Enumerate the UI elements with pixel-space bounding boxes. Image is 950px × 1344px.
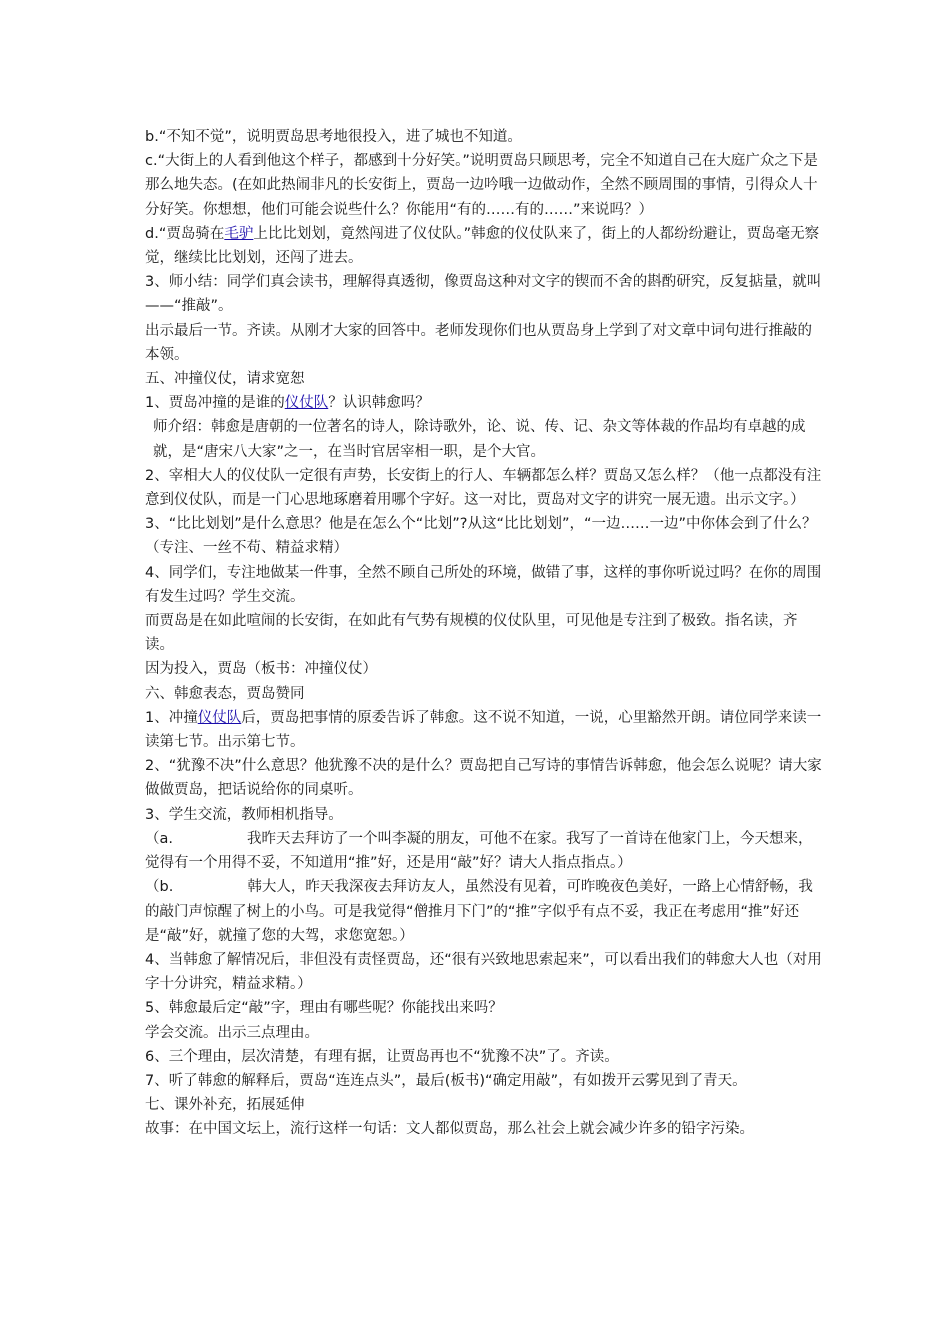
paragraph-5-3: 3、“比比划划”是什么意思？他是在怎么个“比划”?从这“比比划划”，“一边……一边”中你体会到了什么？（专注、一丝不苟、精益求精） (145, 516, 817, 557)
paragraph-6-4: 4、当韩愈了解情况后，非但没有责怪贾岛，还“很有兴致地思索起来”，可以看出我们的韩愈大人也（对用字十分讲究，精益求精。） (145, 951, 822, 993)
link-honor-guard-2[interactable]: 仪仗队 (197, 709, 242, 726)
paragraph-c: c.“大街上的人看到他这个样子，都感到十分好笑。”说明贾岛只顾思考，完全不知道自己在大庭广众之下是那么地失态。(在如此热闹非凡的长安街上，贾岛一边吟哦一边做动作，全然不顾周围的事情，引得众人十分好笑。你想想，他们可能会说些什么？你能用“有的……有的……”来说吗？） (145, 153, 818, 218)
paragraph-teacher-intro: 师介绍：韩愈是唐朝的一位著名的诗人，除诗歌外，论、说、传、记、杂文等体裁的作品均有卓越的成就，是“唐宋八大家”之一，在当时官居宰相一职，是个大官。 (153, 419, 806, 460)
paragraph-last-section: 出示最后一节。齐读。从刚才大家的回答中。老师发现你们也从贾岛身上学到了对文章中词句进行推敲的本领。 (145, 322, 812, 363)
paragraph-5-4: 4、同学们，专注地做某一件事，全然不顾自己所处的环境，做错了事，这样的事你听说过吗？在你的周围有发生过吗？学生交流。 (145, 564, 822, 605)
text-segment: 韩大人，昨天我深夜去拜访友人，虽然没有见着，可昨晚夜色美好，一路上心情舒畅，我的敲门声惊醒了树上的小鸟。可是我觉得“僧推月下门”的“推”字似乎有点不妥，我正在考虑用“推”好还是“敲”好，就撞了您的大驾，求您宽恕。） (145, 879, 813, 944)
text-segment: 我昨天去拜访了一个叫李凝的朋友，可他不在家。我写了一首诗在他家门上，今天想来，觉得有一个用得不妥，不知道用“推”好，还是用“敲”好？请大人指点指点。） (145, 830, 813, 872)
section-heading-6: 六、韩愈表态，贾岛赞同 (145, 685, 305, 702)
paragraph-story: 故事：在中国文坛上，流行这样一句话：文人都似贾岛，那么社会上就会减少许多的铅字污染。 (145, 1121, 754, 1138)
text-segment: 1、冲撞 (145, 709, 198, 726)
paragraph-6-6: 6、三个理由，层次清楚，有理有据，让贾岛再也不“犹豫不决”了。齐读。 (145, 1048, 619, 1065)
paragraph-6-b (145, 875, 825, 948)
paragraph-6-1 (145, 706, 825, 754)
paragraph-5-board: 因为投入，贾岛（板书：冲撞仪仗） (145, 661, 377, 678)
paragraph-6-a (145, 827, 825, 875)
text-segment: 1、贾岛冲撞的是谁的 (145, 395, 285, 412)
paragraph-6-5: 5、韩愈最后定“敲”字，理由有哪些呢？你能找出来吗？ (145, 1000, 503, 1017)
document-body (145, 125, 825, 1142)
text-segment: （b. (145, 879, 174, 896)
paragraph-6-7: 7、听了韩愈的解释后，贾岛“连连点头”，最后(板书)“确定用敲”，有如拨开云雾见到了青天。 (145, 1072, 747, 1089)
paragraph-b: b.“不知不觉”，说明贾岛思考地很投入，进了城也不知道。 (145, 129, 522, 145)
paragraph-6-exchange: 学会交流。出示三点理由。 (145, 1024, 319, 1041)
paragraph-summary: 3、师小结：同学们真会读书，理解得真透彻，像贾岛这种对文字的锲而不舍的斟酌研究，反复掂量，就叫——“推敲”。 (145, 274, 822, 315)
text-segment: （a. (145, 830, 173, 847)
paragraph-5-1 (145, 391, 825, 415)
paragraph-d (145, 222, 825, 270)
text-segment: d.“贾岛骑在 (145, 225, 225, 242)
paragraph-6-2: 2、“犹豫不决”什么意思？他犹豫不决的是什么？贾岛把自己写诗的事情告诉韩愈，他会怎么说呢？请大家做做贾岛，把话说给你的同桌听。 (145, 758, 822, 799)
link-honor-guard[interactable]: 仪仗队 (284, 395, 329, 412)
link-donkey[interactable]: 毛驴 (224, 225, 254, 242)
paragraph-5-focus: 而贾岛是在如此喧闹的长安街，在如此有气势有规模的仪仗队里，可见他是专注到了极致。指名读，齐读。 (145, 613, 798, 654)
text-segment: ？认识韩愈吗？ (328, 395, 430, 412)
text-segment: 后，贾岛把事情的原委告诉了韩愈。这不说不知道，一说，心里豁然开朗。请位同学来读一读第七节。出示第七节。 (145, 709, 822, 751)
paragraph-6-3: 3、学生交流，教师相机指导。 (145, 806, 343, 823)
paragraph-5-2: 2、宰相大人的仪仗队一定很有声势，长安街上的行人、车辆都怎么样？贾岛又怎么样？（他一点都没有注意到仪仗队，而是一门心思地琢磨着用哪个字好。这一对比，贾岛对文字的讲究一展无遗。出示文字。） (145, 467, 822, 509)
section-heading-5: 五、冲撞仪仗，请求宽恕 (145, 371, 305, 388)
section-heading-7: 七、课外补充，拓展延伸 (145, 1097, 305, 1114)
text-segment: 上比比划划，竟然闯进了仪仗队。”韩愈的仪仗队来了，街上的人都纷纷避让，贾岛毫无察觉，继续比比划划，还闯了进去。 (145, 225, 820, 267)
